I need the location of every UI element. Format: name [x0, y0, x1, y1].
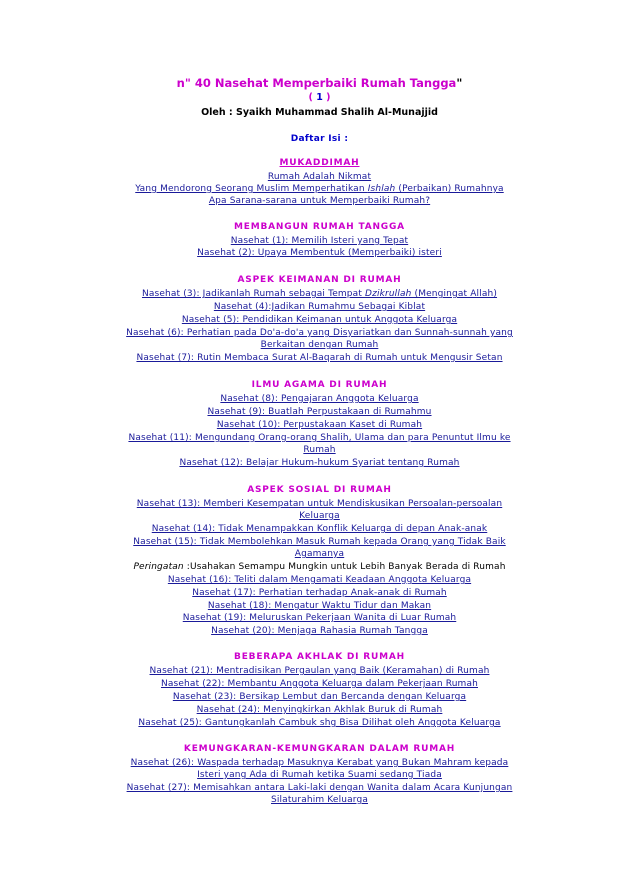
section-heading: ASPEK SOSIAL DI RUMAH: [247, 485, 392, 495]
toc-link[interactable]: Nasehat (22): Membantu Anggota Keluarga dalam Pekerjaan Rumah: [160, 679, 478, 689]
toc-link[interactable]: Nasehat (8): Pengajaran Anggota Keluarga: [220, 394, 419, 404]
toc-link[interactable]: Nasehat (15): Tidak Membolehkan Masuk Rumah kepada Orang yang Tidak Baik: [133, 537, 506, 547]
toc-link[interactable]: Nasehat (12): Belajar Hukum-hukum Syariat tentang Rumah: [179, 458, 460, 468]
toc-link[interactable]: Nasehat (16): Teliti dalam Mengamati Keadaan Anggota Keluarga: [167, 575, 472, 585]
toc-link[interactable]: Silaturahim Keluarga: [271, 795, 368, 805]
section-heading-mukaddimah[interactable]: MUKADDIMAH: [279, 158, 360, 168]
toc-link[interactable]: Nasehat (2): Upaya Membentuk (Memperbaiki) isteri: [197, 248, 442, 258]
toc-link[interactable]: Apa Sarana-sarana untuk Memperbaiki Rumah?: [208, 196, 431, 206]
toc-link[interactable]: Nasehat (23): Bersikap Lembut dan Bercanda dengan Keluarga: [172, 692, 467, 702]
peringatan-note: Peringatan :Usahakan Semampu Mungkin untuk Lebih Banyak Berada di Rumah: [133, 562, 506, 572]
toc-link[interactable]: Nasehat (25): Gantungkanlah Cambuk shg Bisa Dilihat oleh Anggota Keluarga: [138, 718, 501, 728]
toc-link[interactable]: Nasehat (13): Memberi Kesempatan untuk Mendiskusikan Persoalan-persoalan: [136, 499, 503, 509]
toc-link[interactable]: Agamanya: [294, 549, 345, 559]
toc-link[interactable]: Isteri yang Ada di Rumah ketika Suami sedang Tiada: [197, 770, 442, 780]
toc-link[interactable]: Nasehat (17): Perhatian terhadap Anak-anak di Rumah: [192, 588, 447, 598]
toc-link[interactable]: Berkaitan dengan Rumah: [260, 340, 379, 350]
section-heading: MEMBANGUN RUMAH TANGGA: [234, 222, 405, 232]
author-line: Oleh : Syaikh Muhammad Shalih Al-Munajjid: [201, 107, 438, 118]
toc-link[interactable]: Nasehat (7): Rutin Membaca Surat Al-Baqarah di Rumah untuk Mengusir Setan: [136, 353, 503, 363]
toc-label: Daftar Isi :: [290, 134, 349, 144]
page-number: ( 1 ): [308, 92, 331, 103]
toc-link[interactable]: Nasehat (19): Meluruskan Pekerjaan Wanita di Luar Rumah: [182, 613, 457, 623]
page-title: n" 40 Nasehat Memperbaiki Rumah Tangga": [176, 76, 463, 90]
toc-link[interactable]: Nasehat (27): Memisahkan antara Laki-laki dengan Wanita dalam Acara Kunjungan: [126, 783, 513, 793]
toc-link[interactable]: Nasehat (20): Menjaga Rahasia Rumah Tangga: [211, 626, 428, 636]
toc-link[interactable]: Nasehat (6): Perhatian pada Do'a-do'a yang Disyariatkan dan Sunnah-sunnah yang: [126, 328, 513, 338]
section-heading: ILMU AGAMA DI RUMAH: [251, 380, 388, 390]
toc-link[interactable]: Nasehat (9): Buatlah Perpustakaan di Rumahmu: [207, 407, 432, 417]
toc-link[interactable]: Nasehat (3): Jadikanlah Rumah sebagai Tempat Dzikrullah (Mengingat Allah): [141, 289, 498, 299]
toc-link[interactable]: Nasehat (14): Tidak Menampakkan Konflik Keluarga di depan Anak-anak: [151, 524, 488, 534]
toc-link[interactable]: Yang Mendorong Seorang Muslim Memperhatikan Ishlah (Perbaikan) Rumahnya: [135, 184, 504, 194]
section-heading: KEMUNGKARAN-KEMUNGKARAN DALAM RUMAH: [183, 744, 456, 754]
section-heading: ASPEK KEIMANAN DI RUMAH: [237, 275, 402, 285]
toc-link[interactable]: Nasehat (24): Menyingkirkan Akhlak Buruk di Rumah: [196, 705, 443, 715]
toc-link[interactable]: Nasehat (21): Mentradisikan Pergaulan yang Baik (Keramahan) di Rumah: [149, 666, 490, 676]
section-heading: BEBERAPA AKHLAK DI RUMAH: [234, 652, 405, 662]
toc-link[interactable]: Nasehat (10): Perpustakaan Kaset di Rumah: [216, 420, 423, 430]
toc-link[interactable]: Rumah Adalah Nikmat: [267, 172, 372, 182]
toc-link[interactable]: Nasehat (18): Mengatur Waktu Tidur dan Makan: [207, 601, 432, 611]
toc-link[interactable]: Nasehat (1): Memilih Isteri yang Tepat: [230, 236, 409, 246]
toc-link[interactable]: Nasehat (26): Waspada terhadap Masuknya Kerabat yang Bukan Mahram kepada: [130, 758, 509, 768]
toc-link[interactable]: Nasehat (11): Mengundang Orang-orang Shalih, Ulama dan para Penuntut Ilmu ke: [128, 433, 511, 443]
toc-link[interactable]: Nasehat (4):Jadikan Rumahmu Sebagai Kiblat: [213, 302, 426, 312]
toc-link[interactable]: Rumah: [303, 445, 336, 455]
toc-link[interactable]: Nasehat (5): Pendidikan Keimanan untuk Anggota Keluarga: [181, 315, 458, 325]
toc-link[interactable]: Keluarga: [299, 511, 340, 521]
